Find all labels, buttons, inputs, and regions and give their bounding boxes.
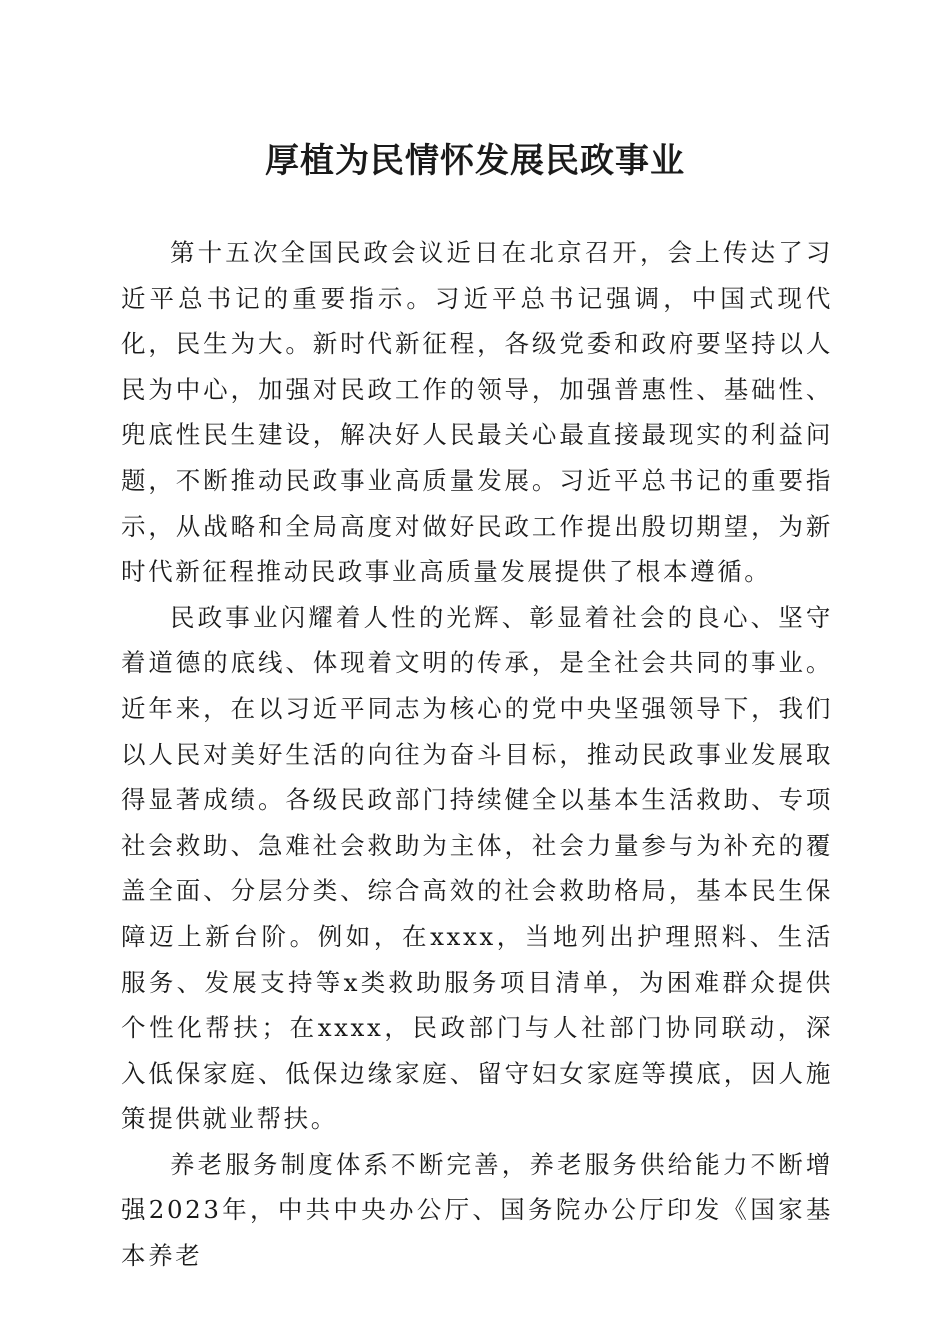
document-title: 厚植为民情怀发展民政事业 — [265, 141, 685, 181]
paragraph-3: 养老服务制度体系不断完善，养老服务供给能力不断增强2023年，中共中央办公厅、国务院办公厅印发《国家基本养老 — [121, 1149, 833, 1271]
paragraph-1: 第十五次全国民政会议近日在北京召开，会上传达了习近平总书记的重要指示。习近平总书记强调，中国式现代化，民生为大。新时代新征程，各级党委和政府要坚持以人民为中心，加强对民政工作的领导，加强普惠性、基础性、兜底性民生建设，解决好人民最关心最直接最现实的利益问题，不断推动民政事业高质量发展。习近平总书记的重要指示，从战略和全局高度对做好民政工作提出殷切期望，为新时代新征程推动民政事业高质量发展提供了根本遵循。 — [121, 238, 833, 587]
paragraph-2: 民政事业闪耀着人性的光辉、彰显着社会的良心、坚守着道德的底线、体现着文明的传承，是全社会共同的事业。近年来，在以习近平同志为核心的党中央坚强领导下，我们以人民对美好生活的向往为奋斗目标，推动民政事业发展取得显著成绩。各级民政部门持续健全以基本生活救助、专项社会救助、急难社会救助为主体，社会力量参与为补充的覆盖全面、分层分类、综合高效的社会救助格局，基本民生保障迈上新台阶。例如，在xxxx，当地列出护理照料、生活服务、发展支持等x类救助服务项目清单，为困难群众提供个性化帮扶；在xxxx，民政部门与人社部门协同联动，深入低保家庭、低保边缘家庭、留守妇女家庭等摸底，因人施策提供就业帮扶。 — [121, 602, 833, 1134]
document-body — [121, 230, 833, 1279]
